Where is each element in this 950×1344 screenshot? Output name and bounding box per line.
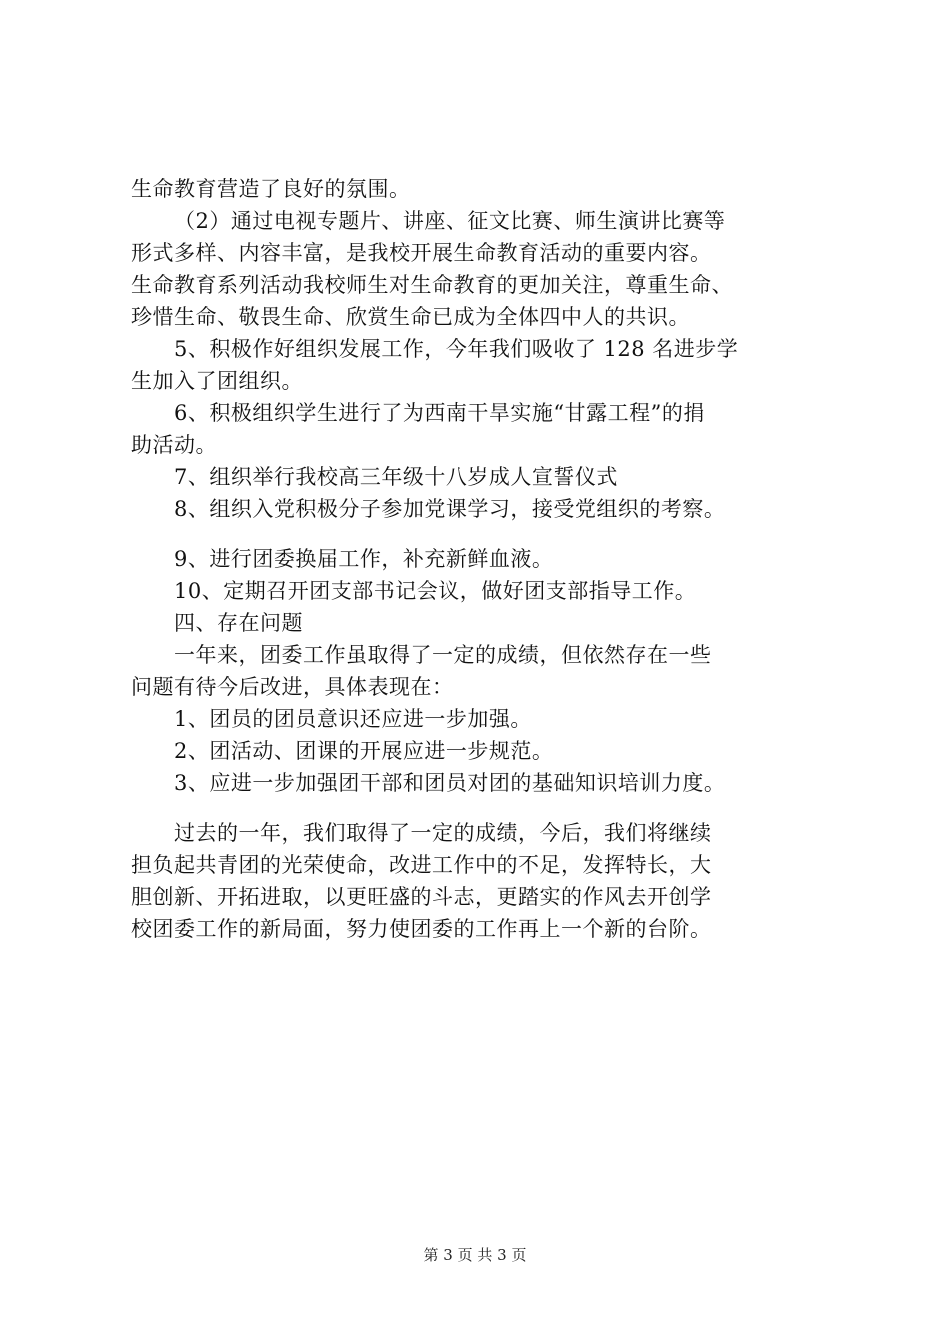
body-line: 生命教育系列活动我校师生对生命教育的更加关注，尊重生命、: [131, 273, 733, 297]
section-heading: 四、存在问题: [174, 611, 303, 635]
page-number-footer: 第 3 页 共 3 页: [423, 1246, 527, 1264]
body-line: 胆创新、开拓进取，以更旺盛的斗志，更踏实的作风去开创学: [131, 885, 712, 909]
body-line: 10、定期召开团支部书记会议，做好团支部指导工作。: [174, 579, 697, 603]
body-line: 一年来，团委工作虽取得了一定的成绩，但依然存在一些: [174, 643, 712, 667]
body-line: 3、应进一步加强团干部和团员对团的基础知识培训力度。: [174, 771, 726, 795]
body-line: 5、积极作好组织发展工作，今年我们吸收了 128 名进步学: [174, 337, 739, 361]
body-line: 校团委工作的新局面，努力使团委的工作再上一个新的台阶。: [131, 917, 712, 941]
body-line: 1、团员的团员意识还应进一步加强。: [174, 707, 532, 731]
body-line: 担负起共青团的光荣使命，改进工作中的不足，发挥特长，大: [131, 853, 712, 877]
body-line: 8、组织入党积极分子参加党课学习，接受党组织的考察。: [174, 497, 726, 521]
body-line: 2、团活动、团课的开展应进一步规范。: [174, 739, 554, 763]
body-line: 问题有待今后改进，具体表现在：: [131, 675, 454, 699]
body-line: 9、进行团委换届工作，补充新鲜血液。: [174, 547, 554, 571]
body-line: 生命教育营造了良好的氛围。: [131, 177, 411, 201]
body-line: 助活动。: [131, 433, 217, 457]
body-line: 珍惜生命、敬畏生命、欣赏生命已成为全体四中人的共识。: [131, 305, 690, 329]
body-line: 形式多样、内容丰富，是我校开展生命教育活动的重要内容。: [131, 241, 712, 265]
body-line: 过去的一年，我们取得了一定的成绩，今后，我们将继续: [174, 821, 712, 845]
body-line: 7、组织举行我校高三年级十八岁成人宣誓仪式: [174, 465, 618, 489]
body-line: 6、积极组织学生进行了为西南干旱实施“甘露工程”的捐: [174, 401, 705, 425]
body-line: 生加入了团组织。: [131, 369, 303, 393]
body-line: （2）通过电视专题片、讲座、征文比赛、师生演讲比赛等: [174, 209, 726, 233]
